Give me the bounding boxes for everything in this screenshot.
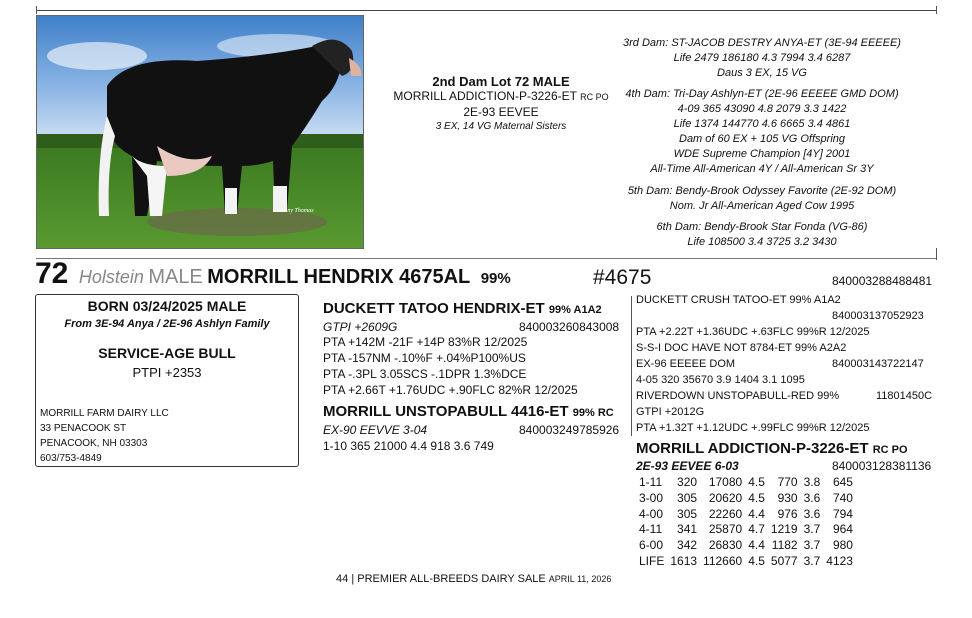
dam-dam-records-table — [636, 475, 856, 570]
sex-label: MALE — [148, 266, 203, 288]
third-dam-line: Life 2479 186180 4.3 7994 3.4 6287 — [673, 52, 851, 64]
record-cell: 3.6 — [803, 506, 821, 521]
sixth-dam-line: Life 108500 3.4 3725 3.2 3430 — [687, 236, 837, 248]
address-line: MORRILL FARM DAIRY LLC — [40, 408, 169, 419]
second-dam-lot-label: 2nd Dam Lot 72 MALE — [432, 74, 570, 89]
third-dam-line: Daus 3 EX, 15 VG — [717, 67, 807, 79]
record-cell: 342 — [677, 538, 698, 553]
sire-sire-name: DUCKETT CRUSH TATOO-ET 99% A1A2 — [636, 294, 841, 306]
second-dam-score: 2E-93 EEVEE — [463, 105, 539, 119]
record-cell: 740 — [832, 490, 853, 505]
bull-id: 840003288488481 — [832, 274, 933, 288]
record-cell: 341 — [677, 522, 698, 537]
fourth-dam-line: Life 1374 144770 4.6 6665 3.4 4861 — [673, 118, 851, 130]
page-footer — [336, 573, 611, 585]
record-cell: 320 — [677, 475, 698, 489]
record-cell: 305 — [677, 490, 698, 505]
record-cell: 976 — [777, 506, 798, 521]
dam-dam-id: 840003128381136 — [832, 459, 932, 473]
dam-record: 1-10 365 21000 4.4 918 3.6 749 — [323, 439, 494, 453]
fourth-dam-line: WDE Supreme Champion [4Y] 2001 — [673, 148, 851, 160]
sixth-dam-block — [612, 220, 912, 250]
second-dam-name: MORRILL ADDICTION-P-3226-ET — [393, 89, 577, 103]
record-cell: 3.8 — [803, 475, 821, 489]
fourth-dam-line: All-Time All-American 4Y / All-American Sr 3Y — [650, 163, 874, 175]
record-cell: 1182 — [771, 538, 798, 553]
lot-headline — [35, 257, 511, 291]
born-date: BORN 03/24/2025 MALE — [87, 298, 247, 314]
bull-name: MORRILL HENDRIX 4675AL — [207, 266, 471, 288]
record-cell: 770 — [777, 475, 798, 489]
record-row — [636, 538, 856, 554]
record-row — [636, 554, 856, 570]
record-cell: 6-00 — [639, 538, 664, 553]
dam-sire-pta: PTA +1.32T +1.12UDC +.99FLC 99%R 12/2025 — [636, 422, 870, 434]
dam-dam-suffix: RC PO — [872, 444, 908, 456]
record-cell: 3.7 — [803, 538, 821, 553]
sire-name: DUCKETT TATOO HENDRIX-ET — [323, 300, 545, 317]
record-row — [636, 491, 856, 507]
record-cell: 25870 — [708, 522, 743, 537]
second-dam-sisters: 3 EX, 14 VG Maternal Sisters — [435, 121, 567, 132]
record-cell: 4123 — [826, 553, 853, 568]
fourth-dam-line: Dam of 60 EX + 105 VG Offspring — [679, 133, 845, 145]
sale-date: APRIL 11, 2026 — [548, 574, 612, 584]
record-cell: 1-11 — [639, 475, 663, 489]
record-cell: 4.5 — [748, 490, 765, 505]
ptpi-value: PTPI +2353 — [132, 365, 202, 380]
record-cell: 17080 — [708, 475, 743, 489]
record-cell: 4.4 — [748, 538, 765, 553]
second-dam-block — [370, 74, 632, 133]
record-cell: 5077 — [770, 553, 798, 568]
record-cell: 4.7 — [748, 522, 765, 537]
sale-title: PREMIER ALL-BREEDS DAIRY SALE — [357, 573, 546, 585]
sire-gtpi: GTPI +2609G — [323, 320, 398, 334]
record-cell: 22260 — [708, 506, 743, 521]
record-cell: 930 — [777, 490, 798, 505]
record-cell: 3.6 — [803, 490, 821, 505]
record-cell: 1219 — [770, 522, 798, 537]
sire-dam-name: S-S-I DOC HAVE NOT 8784-ET 99% A2A2 — [636, 342, 847, 354]
sire-pta-line: PTA -157NM -.10%F +.04%P100%US — [323, 351, 526, 365]
breed-label: Holstein — [78, 267, 144, 287]
sire-title — [323, 300, 602, 317]
second-dam-name-line — [370, 89, 632, 105]
third-dam-line: 3rd Dam: ST-JACOB DESTRY ANYA-ET (3E-94 EEEEE) — [623, 37, 901, 49]
dam-sire-id: 11801450C — [876, 390, 933, 402]
lot-info-box — [35, 294, 299, 467]
record-cell: 112660 — [703, 553, 743, 568]
sire-dam-id: 840003143722147 — [832, 358, 924, 370]
cow-illustration — [37, 16, 364, 249]
top-rule — [36, 10, 936, 11]
record-cell: LIFE — [639, 553, 665, 568]
dam-suffix: 99% RC — [572, 407, 614, 419]
dam-name: MORRILL UNSTOPABULL 4416-ET — [323, 403, 569, 420]
record-cell: 4.5 — [748, 475, 765, 489]
footer-separator: | — [351, 573, 355, 585]
record-cell: 305 — [677, 506, 698, 521]
record-cell: 964 — [832, 522, 853, 537]
registration-number: #4675 — [593, 266, 652, 289]
address-line: PENACOOK, NH 03303 — [40, 438, 148, 449]
corner-tick-left — [36, 6, 37, 14]
bull-percent: 99% — [480, 270, 511, 287]
sire-sire-id: 840003137052923 — [832, 310, 924, 322]
corner-tick-right — [936, 6, 937, 14]
fifth-dam-line: 5th Dam: Bendy-Brook Odyssey Favorite (2E-92 DOM) — [627, 185, 897, 197]
sire-dam-score: EX-96 EEEEE DOM — [636, 358, 736, 370]
sire-pta-line: PTA +2.66T +1.76UDC +.90FLC 82%R 12/2025 — [323, 383, 578, 397]
section-tick — [936, 248, 937, 260]
record-row — [636, 507, 856, 523]
dam-dam-score: 2E-93 EEVEE 6-03 — [636, 459, 739, 473]
lot-number: 72 — [35, 257, 69, 290]
record-cell: 980 — [832, 538, 853, 553]
fourth-dam-line: 4-09 365 43090 4.8 2079 3.3 1422 — [677, 103, 847, 115]
pedigree-divider — [631, 296, 632, 436]
sire-id: 840003260843008 — [519, 320, 620, 334]
address-line: 603/753-4849 — [40, 453, 102, 464]
record-cell: 20620 — [708, 490, 743, 505]
record-cell: 645 — [832, 475, 853, 489]
sire-pta-line: PTA -.3PL 3.05SCS -.1DPR 1.3%DCE — [323, 367, 527, 381]
fifth-dam-line: Nom. Jr All-American Aged Cow 1995 — [669, 200, 855, 212]
record-cell: 4-00 — [639, 506, 664, 521]
record-row — [636, 475, 856, 491]
dam-sire-name: RIVERDOWN UNSTOPABULL-RED 99% — [636, 390, 840, 402]
family-line: From 3E-94 Anya / 2E-96 Ashlyn Family — [64, 318, 270, 330]
fifth-dam-block — [612, 184, 912, 214]
dam-score: EX-90 EEVVE 3-04 — [323, 423, 428, 437]
record-cell: 4-11 — [639, 522, 663, 537]
dam-dam-title — [636, 440, 908, 457]
consignor-address — [40, 406, 169, 466]
sire-dam-record: 4-05 320 35670 3.9 1404 3.1 1095 — [636, 374, 805, 386]
dam-id: 840003249785926 — [519, 423, 620, 437]
record-cell: 26830 — [708, 538, 743, 553]
record-row — [636, 522, 856, 538]
sixth-dam-line: 6th Dam: Bendy-Brook Star Fonda (VG-86) — [656, 221, 868, 233]
cow-photo — [36, 15, 364, 249]
record-cell: 1613 — [670, 553, 698, 568]
third-dam-block — [612, 36, 912, 81]
record-cell: 3-00 — [639, 490, 664, 505]
record-cell: 3.7 — [803, 553, 821, 568]
dam-title — [323, 403, 614, 420]
record-cell: 3.7 — [803, 522, 821, 537]
sire-suffix: 99% A1A2 — [548, 304, 602, 316]
photo-credit: © Jenny Thomas — [273, 208, 314, 214]
record-cell: 794 — [832, 506, 853, 521]
dam-dam-name: MORRILL ADDICTION-P-3226-ET — [636, 440, 869, 457]
record-cell: 4.4 — [748, 506, 765, 521]
dam-sire-gtpi: GTPI +2012G — [636, 406, 705, 418]
second-dam-name-suffix: RC PO — [580, 92, 609, 102]
address-line: 33 PENACOOK ST — [40, 423, 127, 434]
service-age-label: SERVICE-AGE BULL — [98, 345, 236, 361]
page-number: 44 — [336, 573, 349, 585]
fourth-dam-line: 4th Dam: Tri-Day Ashlyn-ET (2E-96 EEEEE GMD DOM) — [625, 88, 899, 100]
sire-sire-pta: PTA +2.22T +1.36UDC +.63FLC 99%R 12/2025 — [636, 326, 870, 338]
sire-pta-line: PTA +142M -21F +14P 83%R 12/2025 — [323, 335, 528, 349]
fourth-dam-block — [612, 87, 912, 177]
record-cell: 4.5 — [748, 553, 765, 568]
